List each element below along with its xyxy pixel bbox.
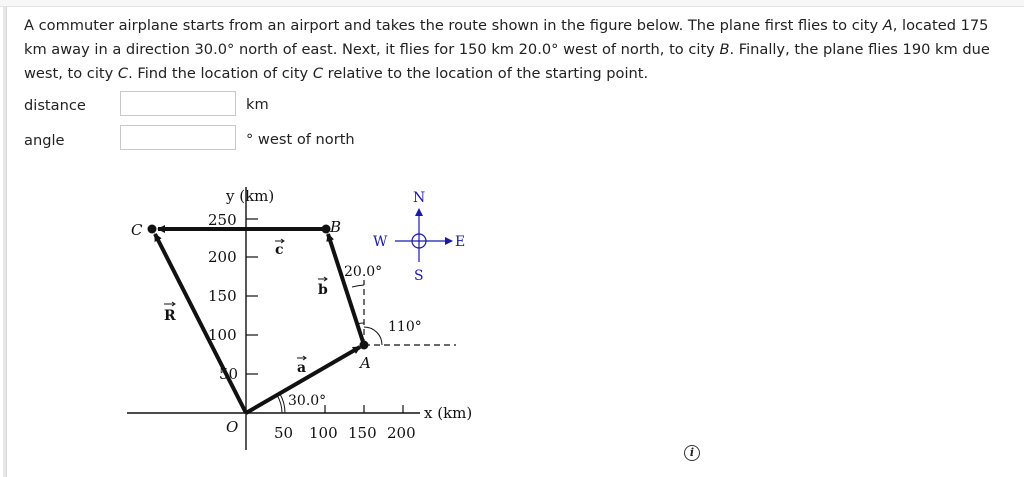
y-tick-100: 100 <box>208 326 237 344</box>
vector-c-label: c <box>275 242 284 258</box>
y-tick-200: 200 <box>208 248 237 266</box>
vector-b <box>328 234 364 345</box>
vector-R-label: R <box>164 308 176 324</box>
angle-label-110: 110° <box>388 319 422 335</box>
point-c-label: C <box>131 221 143 239</box>
info-icon[interactable]: i <box>684 445 700 461</box>
angle-arc-20 <box>352 285 364 287</box>
x-tick-50: 50 <box>274 424 294 442</box>
angle-arc-30 <box>277 395 282 413</box>
problem-statement: A commuter airplane starts from an airport and takes the route shown in the figure below. The plane first flies to city A, located 175 km away in a direction 30.0° north of east. Next, it flies for 150 km 20.0° west of north, to city B. Finally, the plane flies 190 km due west, to city C. Find the location of city C relative to the location of the starting point. <box>24 17 990 82</box>
x-tick-200: 200 <box>387 424 416 442</box>
angle-label-20: 20.0° <box>344 264 383 280</box>
y-tick-250: 250 <box>208 211 237 229</box>
point-b-label: B <box>330 218 342 236</box>
angle-label: angle <box>24 132 65 149</box>
compass-n: N <box>413 190 426 206</box>
x-tick-150: 150 <box>348 424 377 442</box>
y-tick-150: 150 <box>208 287 237 305</box>
vector-b-label: b <box>318 282 328 298</box>
compass-rose <box>373 190 465 284</box>
compass-s: S <box>414 268 424 284</box>
distance-unit: km <box>246 96 269 113</box>
distance-label: distance <box>24 97 86 114</box>
vector-a-label: a <box>297 360 307 376</box>
point-a <box>360 341 369 350</box>
point-a-label: A <box>360 354 371 372</box>
angle-unit: ° west of north <box>246 131 355 148</box>
compass-w: W <box>373 234 388 250</box>
angle-label-30: 30.0° <box>288 393 327 409</box>
x-axis-label: x (km) <box>424 404 473 422</box>
y-tick-50: 50 <box>219 365 239 383</box>
x-tick-100: 100 <box>309 424 338 442</box>
point-c <box>148 225 157 234</box>
compass-e: E <box>455 234 466 250</box>
origin-label: O <box>226 418 239 436</box>
y-axis-label: y (km) <box>226 187 275 205</box>
